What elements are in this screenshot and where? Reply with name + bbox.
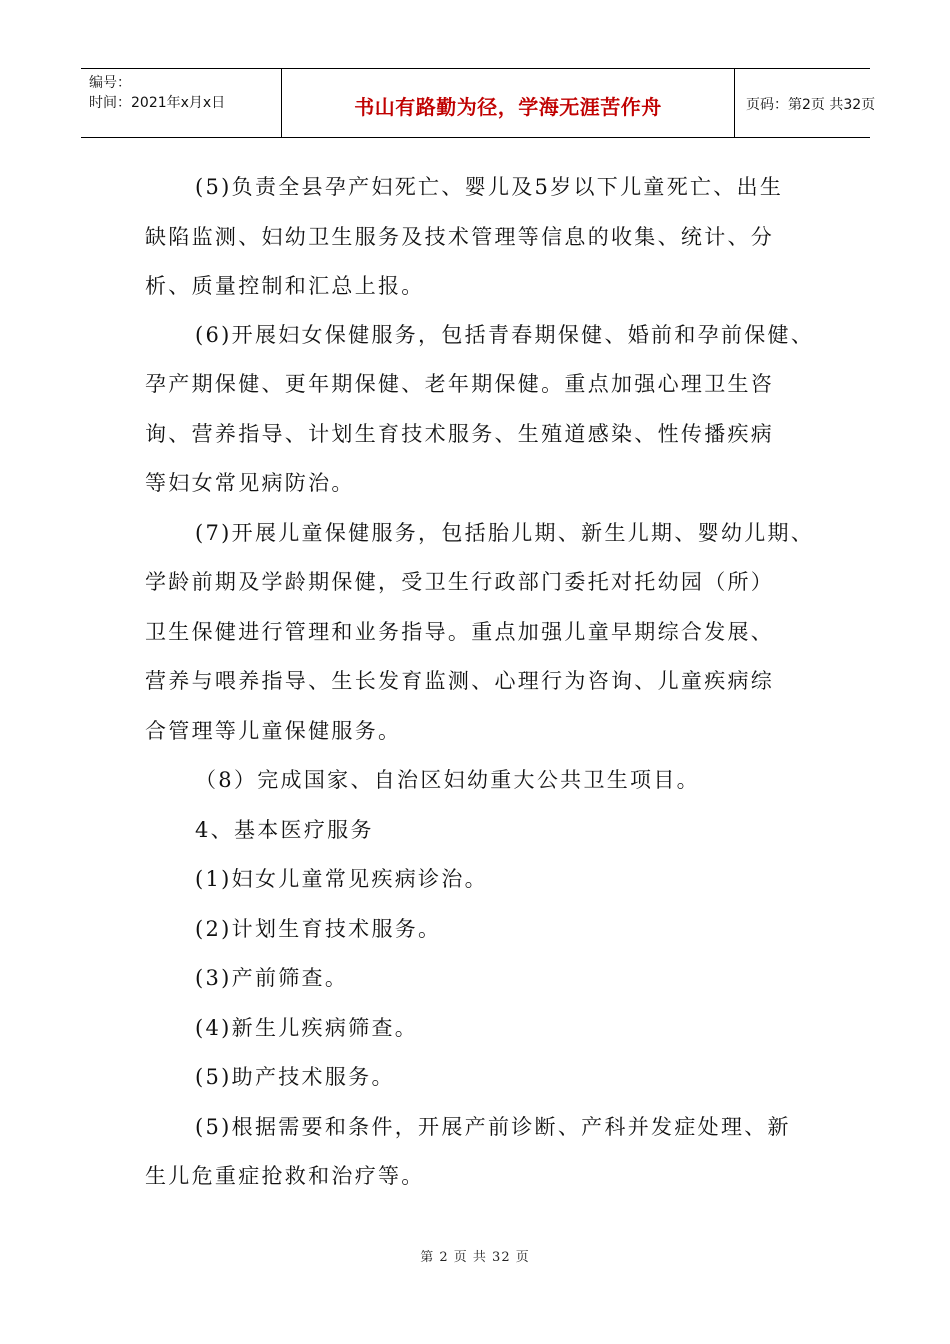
body-line: (5)根据需要和条件，开展产前诊断、产科并发症处理、新 bbox=[195, 1115, 791, 1139]
body-line: （8）完成国家、自治区妇幼重大公共卫生项目。 bbox=[195, 768, 700, 792]
document-header bbox=[81, 68, 876, 138]
body-line: (5)助产技术服务。 bbox=[195, 1065, 395, 1089]
body-line: 营养与喂养指导、生长发育监测、心理行为咨询、儿童疾病综 bbox=[145, 669, 775, 693]
header-middle-cell bbox=[281, 69, 735, 137]
body-line: 询、营养指导、计划生育技术服务、生殖道感染、性传播疾病 bbox=[145, 422, 775, 446]
document-number-label: 编号： bbox=[89, 75, 131, 91]
body-line: 等妇女常见病防治。 bbox=[145, 471, 355, 495]
body-line: (3)产前筛查。 bbox=[195, 966, 349, 990]
body-line: (4)新生儿疾病筛查。 bbox=[195, 1016, 419, 1040]
header-right-cell bbox=[734, 69, 876, 137]
body-line: 卫生保健进行管理和业务指导。重点加强儿童早期综合发展、 bbox=[145, 620, 775, 644]
body-line: (1)妇女儿童常见疾病诊治。 bbox=[195, 867, 488, 891]
header-left-cell bbox=[81, 69, 281, 137]
header-page-label: 页码：第2页 共32页 bbox=[746, 97, 876, 113]
body-line: 缺陷监测、妇幼卫生服务及技术管理等信息的收集、统计、分 bbox=[145, 225, 775, 249]
body-line: (5)负责全县孕产妇死亡、婴儿及5岁以下儿童死亡、出生 bbox=[195, 175, 784, 199]
header-motto: 书山有路勤为径，学海无涯苦作舟 bbox=[354, 95, 662, 119]
body-line: 学龄前期及学龄期保健，受卫生行政部门委托对托幼园（所） bbox=[145, 570, 775, 594]
body-line: (6)开展妇女保健服务，包括青春期保健、婚前和孕前保健、 bbox=[195, 323, 815, 347]
body-line: 生儿危重症抢救和治疗等。 bbox=[145, 1164, 425, 1188]
body-line: 孕产期保健、更年期保健、老年期保健。重点加强心理卫生咨 bbox=[145, 372, 775, 396]
body-line: 合管理等儿童保健服务。 bbox=[145, 719, 402, 743]
body-line: (7)开展儿童保健服务，包括胎儿期、新生儿期、婴幼儿期、 bbox=[195, 521, 815, 545]
section-heading: 4、基本医疗服务 bbox=[195, 818, 374, 842]
document-time-label: 时间：2021年x月x日 bbox=[89, 95, 226, 111]
page-footer: 第 2 页 共 32 页 bbox=[420, 1250, 530, 1265]
body-line: 析、质量控制和汇总上报。 bbox=[145, 274, 425, 298]
body-line: (2)计划生育技术服务。 bbox=[195, 917, 442, 941]
